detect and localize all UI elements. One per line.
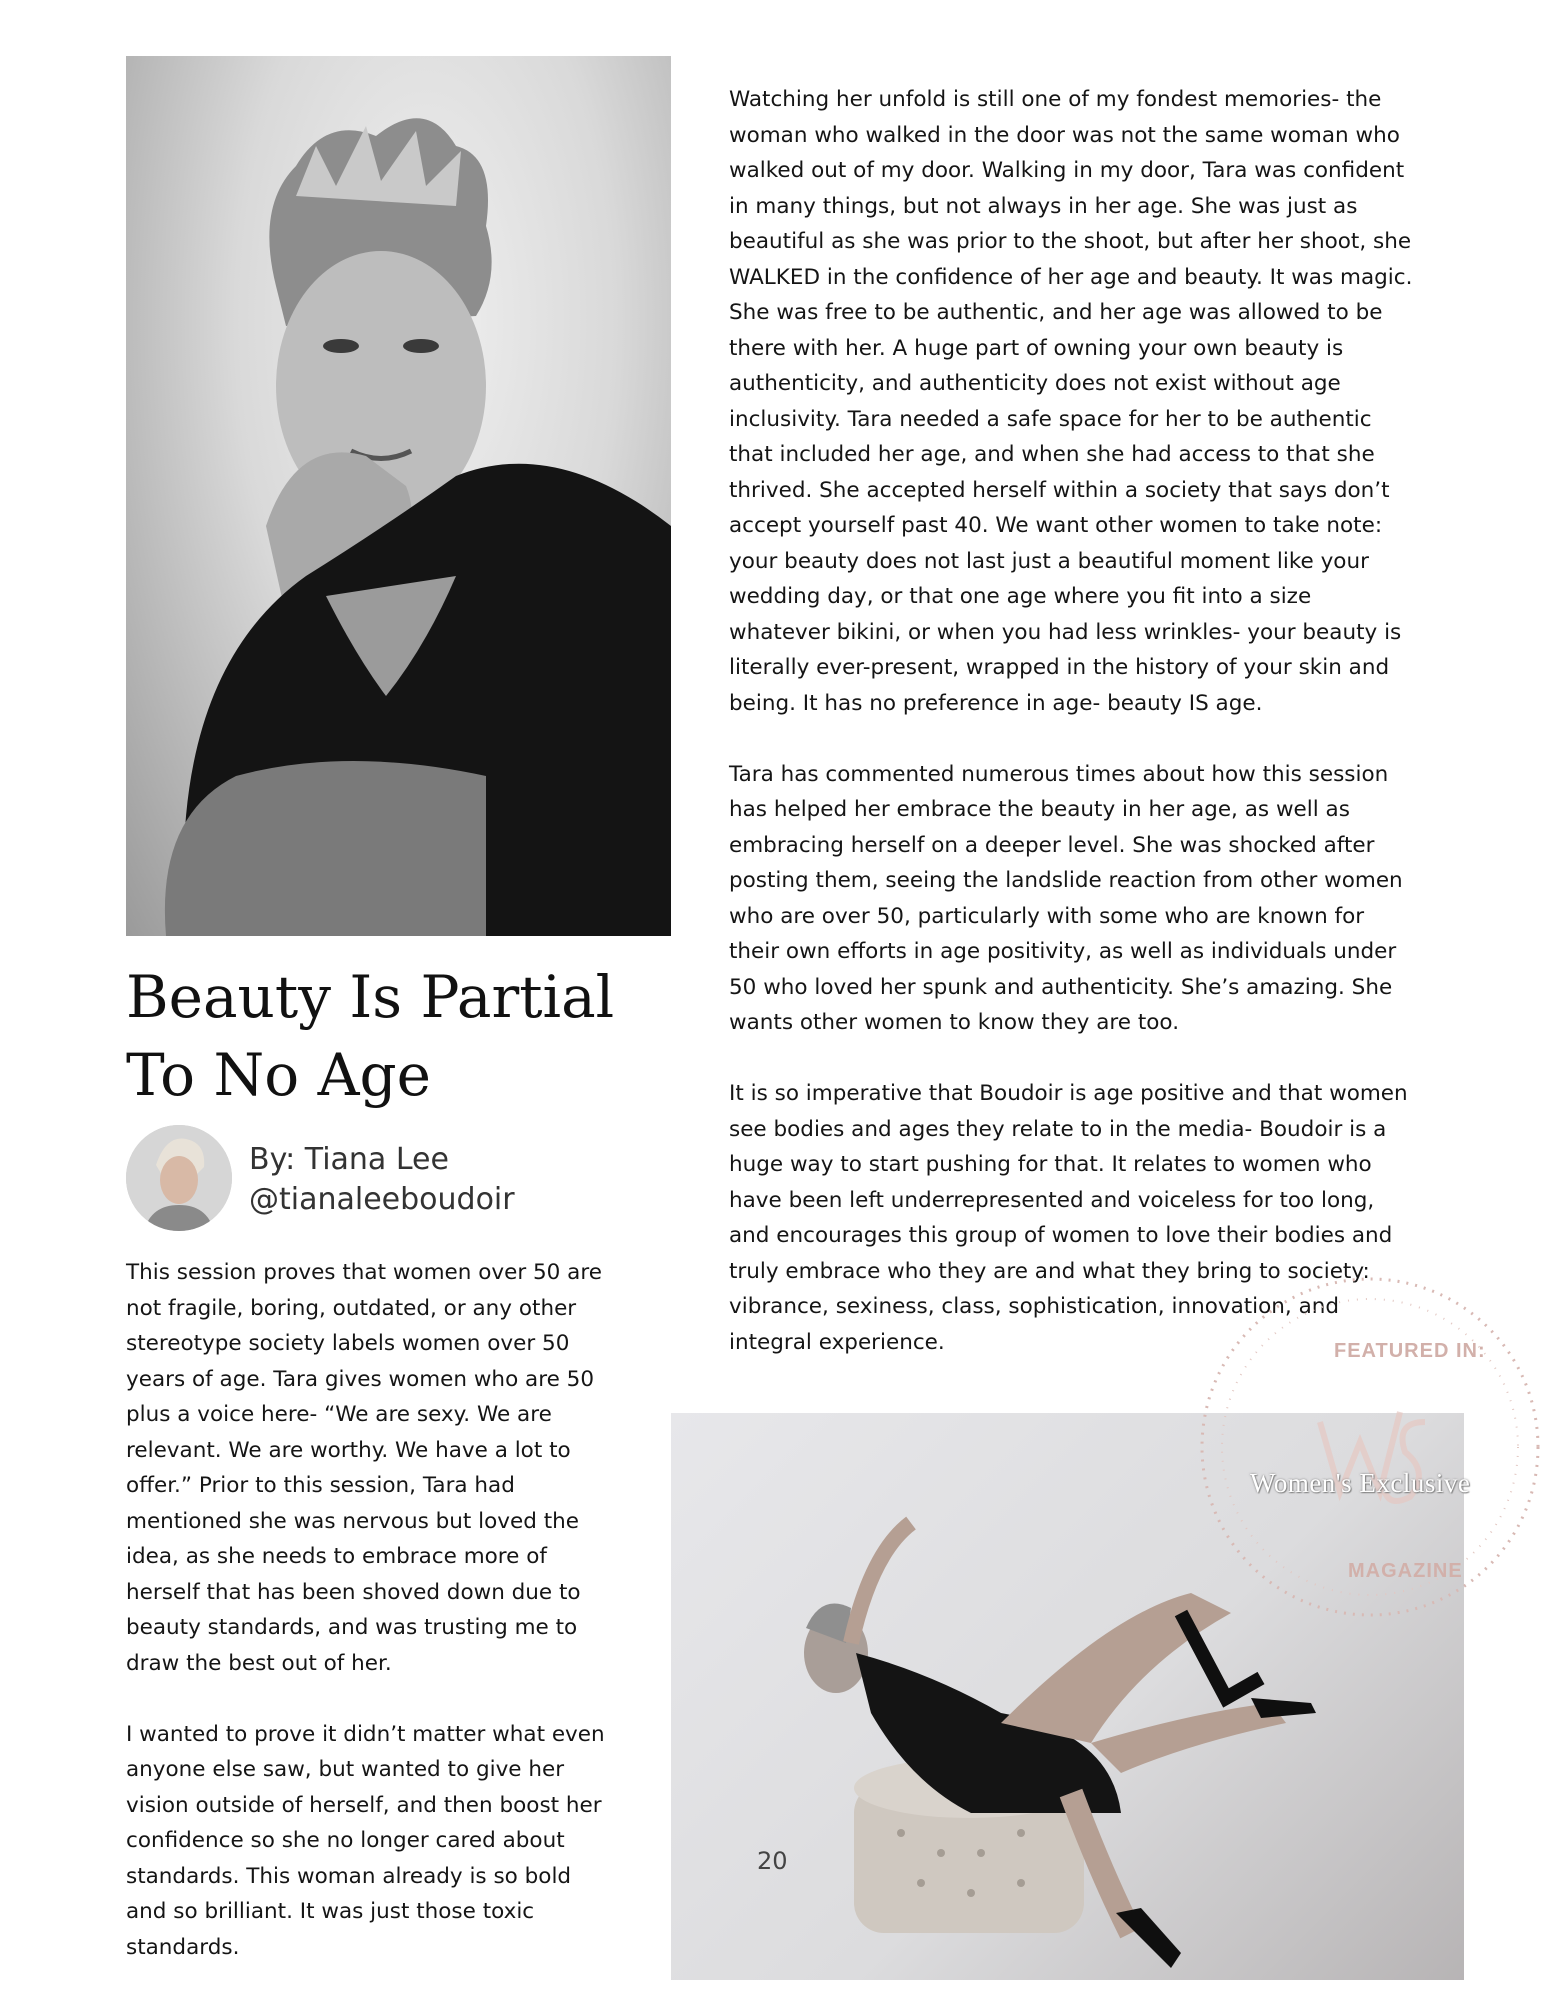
author-name: By: Tiana Lee	[249, 1142, 449, 1177]
article-title-line-2: To No Age	[126, 1041, 431, 1109]
left-paragraph: This session proves that women over 50 are not fragile, boring, outdated, or any other stereotype society labels women over 50 years of age. Tara gives women who are 50 plus a voice here- “We are sexy. We are relevant. We are worthy. We have a lot to offer.” Prior to this session, Tara had mentioned she was nervous but loved the idea, as she needs to embrace more of herself that has been shoved down due to beauty standards, and was trusting me to draw the best out of her.	[126, 1260, 602, 1676]
right-column-text	[729, 82, 1417, 1396]
left-column-text	[126, 1255, 606, 2001]
article-title	[126, 958, 626, 1114]
right-paragraph: Tara has commented numerous times about how this session has helped her embrace the beauty in her age, as well as embracing herself on a deeper level. She was shocked after posting them, seeing the landslide reaction from other women who are over 50, particularly with some who are known for their own efforts in age positivity, as well as individuals under 50 who loved her spunk and authenticity. She’s amazing. She wants other women to know they are too.	[729, 761, 1403, 1035]
right-paragraph: Watching her unfold is still one of my fondest memories- the woman who walked in the door was not the same woman who walked out of my door. Walking in my door, Tara was confident in many things, but not always in her age. She was just as beautiful as she was prior to the shoot, but after her shoot, she WALKED in the confidence of her age and beauty. It was magic. She was free to be authentic, and her age was allowed to be there with her. A huge part of owning your own beauty is authenticity, and authenticity does not exist without age inclusivity. Tara needed a safe space for her to be authentic that included her age, and when she had access to that she thrived. She accepted herself within a society that says don’t accept yourself past 40. We want other women to take note: your beauty does not last just a beautiful moment like your wedding day, or that one age where you fit into a size whatever bikini, or when you had less wrinkles- your beauty is literally ever-present, wrapped in the history of your skin and being. It has no preference in age- beauty IS age.	[729, 87, 1413, 716]
featured-in-label: FEATURED IN:	[1334, 1340, 1486, 1362]
left-paragraph: I wanted to prove it didn’t matter what even anyone else saw, but wanted to give her vision outside of herself, and then boost her confidence so she no longer cared about standards. This woman already is so bold and so brilliant. It was just those toxic standards.	[126, 1721, 605, 1960]
right-paragraph: It is so imperative that Boudoir is age positive and that women see bodies and ages they relate to in the media- Boudoir is a huge way to start pushing for that. It relates to women who have been left underrepresented and voiceless for too long, and encourages this group of women to love their bodies and truly embrace who they are and what they bring to society: vibrance, sexiness, class, sophistication, innovation, and integral experience.	[729, 1081, 1408, 1355]
portrait-photo-top	[126, 56, 671, 936]
magazine-label: MAGAZINE	[1348, 1560, 1463, 1582]
page-number: 20	[757, 1847, 788, 1875]
author-handle[interactable]: @tianaleeboudoir	[249, 1182, 515, 1217]
article-title-line-1: Beauty Is Partial	[126, 963, 615, 1031]
author-avatar	[126, 1125, 232, 1231]
magazine-brand-name: Women's Exclusive	[1250, 1468, 1471, 1498]
